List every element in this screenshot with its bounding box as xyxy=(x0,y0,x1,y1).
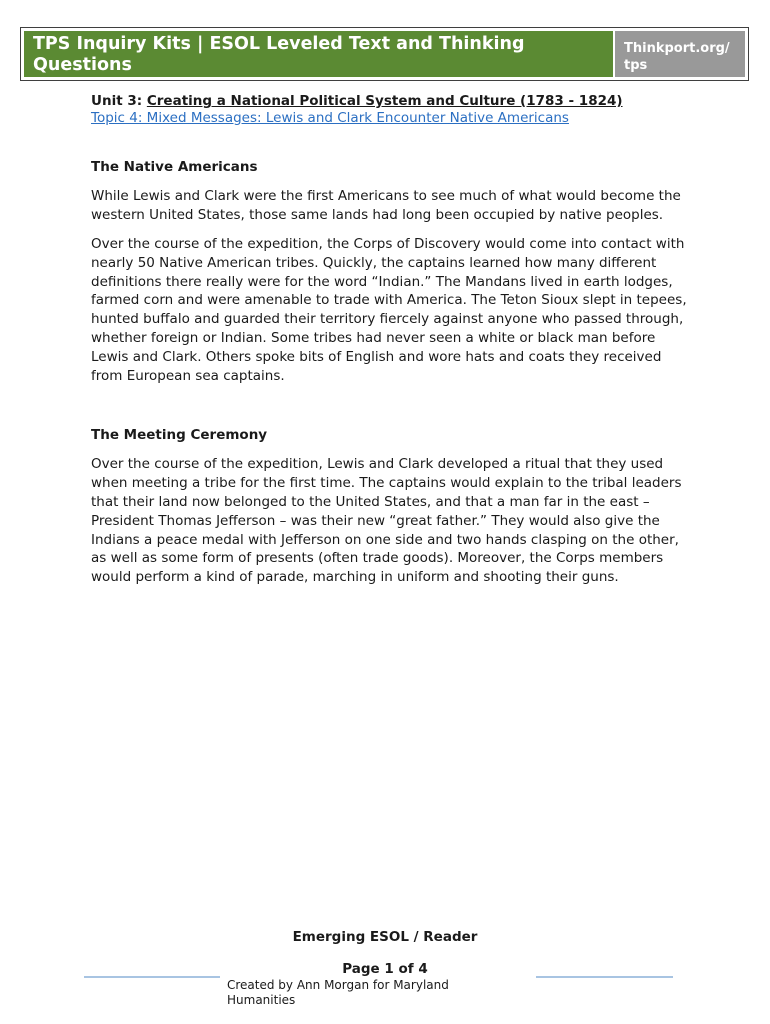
paragraph: While Lewis and Clark were the first Americans to see much of what would become the western United States, those same lands had long been occupied by native peoples. xyxy=(91,187,681,223)
topic-link[interactable]: Topic 4: Mixed Messages: Lewis and Clark Encounter Native Americans xyxy=(91,110,569,126)
section-heading-native-americans: The Native Americans xyxy=(91,159,258,175)
paragraph: Over the course of the expedition, the Corps of Discovery would come into contact with nearly 50 Native American tribes. Quickly, the captains learned how many different definitions there really were for the word “Indian.” The Mandans lived in earth lodges, farmed corn and were amenable to trade with America. The Teton Sioux slept in tepees, hunted buffalo and guarded their territory fiercely against anyone who passed through, whether foreign or Indian. Some tribes had never seen a white or black man before Lewis and Clark. Others spoke bits of English and wore hats and coats they received from European sea captains. xyxy=(91,235,687,385)
document-body xyxy=(91,158,691,597)
unit-prefix: Unit 3: xyxy=(91,93,147,109)
footer-page-number: Page 1 of 4 xyxy=(342,961,428,977)
footer-reader-level: Emerging ESOL / Reader xyxy=(292,929,478,945)
unit-line xyxy=(91,93,623,109)
header-banner xyxy=(20,27,749,81)
footer-divider-left xyxy=(84,976,220,978)
header-site[interactable]: Thinkport.org/ tps xyxy=(615,31,745,77)
paragraph: Over the course of the expedition, Lewis and Clark developed a ritual that they used when meeting a tribe for the first time. The captains would explain to the tribal leaders that their land now belonged to the United States, and that a man far in the east – President Thomas Jefferson – was their new “great father.” They would also give the Indians a peace medal with Jefferson on one side and two hands clasping on the other, as well as some form of presents (often trade goods). Moreover, the Corps members would perform a kind of parade, marching in uniform and shooting their guns. xyxy=(91,455,682,586)
footer-credit: Created by Ann Morgan for Maryland Humanities xyxy=(227,978,449,1007)
unit-title: Creating a National Political System and Culture (1783 - 1824) xyxy=(146,93,623,109)
header-title: TPS Inquiry Kits | ESOL Leveled Text and Thinking Questions xyxy=(24,31,613,77)
footer-divider-right xyxy=(536,976,673,978)
section-heading-meeting-ceremony: The Meeting Ceremony xyxy=(91,426,268,443)
